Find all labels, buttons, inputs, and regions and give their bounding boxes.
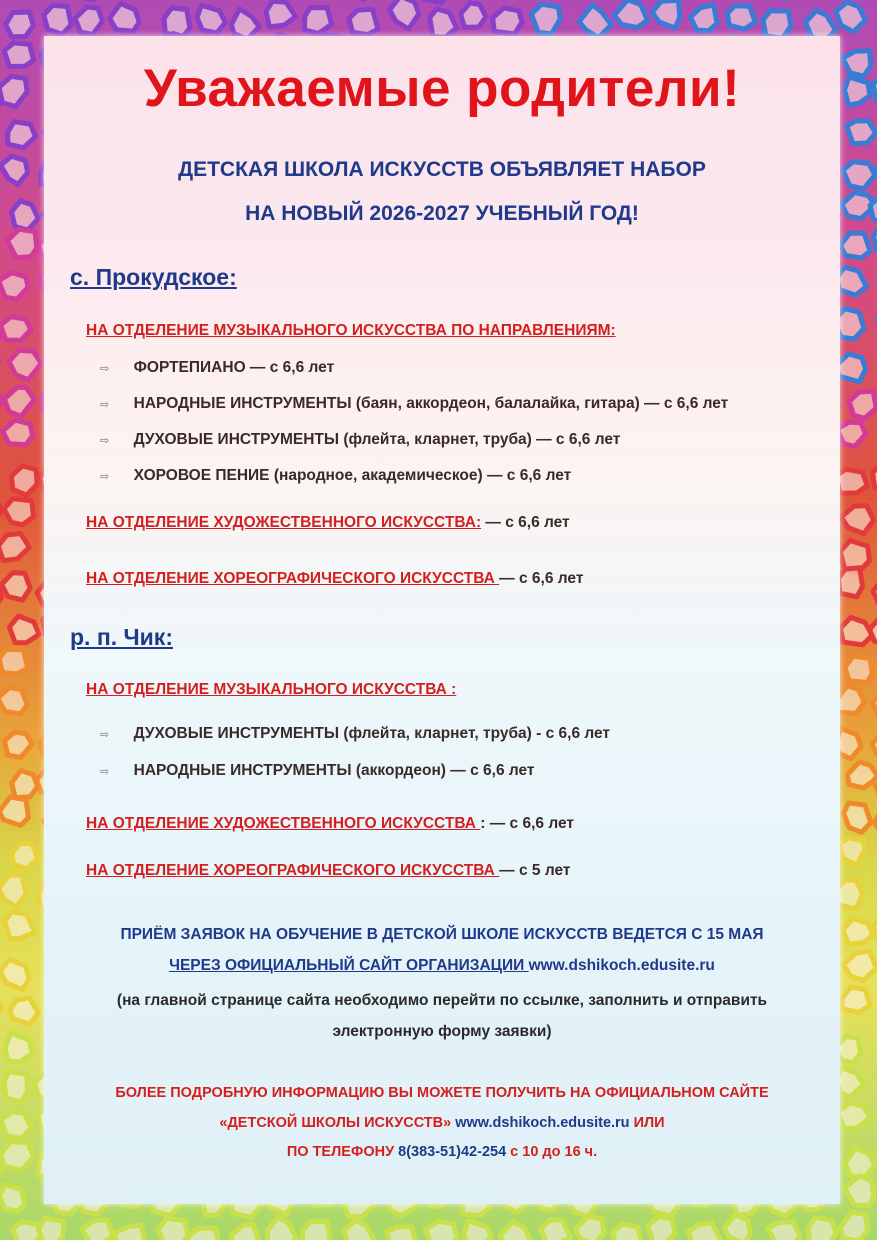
phone-number[interactable]: 8(383-51)42-254 xyxy=(398,1144,507,1160)
dept-music-prokudskoe: НА ОТДЕЛЕНИЕ МУЗЫКАЛЬНОГО ИСКУССТВА ПО НАПРАВЛЕНИЯМ: xyxy=(86,322,616,339)
info-line-2: «ДЕТСКОЙ ШКОЛЫ ИСКУССТВ» www.dshikoch.edusite.ru ИЛИ xyxy=(219,1115,665,1131)
arrow-right-icon: ⇨ xyxy=(100,399,110,411)
arrow-right-icon: ⇨ xyxy=(100,435,110,447)
headline-line-2: НА НОВЫЙ 2026-2027 УЧЕБНЫЙ ГОД! xyxy=(245,202,639,225)
dept-choreo-chik: НА ОТДЕЛЕНИЕ ХОРЕОГРАФИЧЕСКОГО ИСКУССТВА — с 5 лет xyxy=(86,862,571,879)
location-prokudskoe: с. Прокудское: xyxy=(70,264,237,290)
info-line-3: ПО ТЕЛЕФОНУ 8(383-51)42-254 с 10 до 16 ч. xyxy=(286,1144,598,1160)
dept-art-chik: НА ОТДЕЛЕНИЕ ХУДОЖЕСТВЕННОГО ИСКУССТВА : — с 6,6 лет xyxy=(86,815,574,832)
dept-music-chik: НА ОТДЕЛЕНИЕ МУЗЫКАЛЬНОГО ИСКУССТВА : xyxy=(86,681,457,698)
headline-line-1: ДЕТСКАЯ ШКОЛА ИСКУССТВ ОБЪЯВЛЯЕТ НАБОР xyxy=(178,158,706,181)
dept-art-prokudskoe: НА ОТДЕЛЕНИЕ ХУДОЖЕСТВЕННОГО ИСКУССТВА: — с 6,6 лет xyxy=(86,514,570,531)
arrow-right-icon: ⇨ xyxy=(100,471,110,483)
list-item: ⇨ ХОРОВОЕ ПЕНИЕ (народное, академическое) — с 6,6 лет xyxy=(100,467,572,484)
website-link[interactable]: www.dshikoch.edusite.ru xyxy=(455,1115,630,1131)
info-line-1: БОЛЕЕ ПОДРОБНУЮ ИНФОРМАЦИЮ ВЫ МОЖЕТЕ ПОЛУЧИТЬ НА ОФИЦИАЛЬНОМ САЙТЕ xyxy=(115,1085,769,1101)
announcement-panel xyxy=(44,36,840,1204)
arrow-right-icon: ⇨ xyxy=(100,766,110,778)
dept-choreo-prokudskoe: НА ОТДЕЛЕНИЕ ХОРЕОГРАФИЧЕСКОГО ИСКУССТВА — с 6,6 лет xyxy=(86,570,584,587)
list-item: ⇨ ДУХОВЫЕ ИНСТРУМЕНТЫ (флейта, кларнет, труба) — с 6,6 лет xyxy=(100,431,621,448)
list-item: ⇨ НАРОДНЫЕ ИНСТРУМЕНТЫ (аккордеон) — с 6,6 лет xyxy=(100,762,535,779)
applications-note-2: электронную форму заявки) xyxy=(332,1023,552,1040)
list-item: ⇨ ДУХОВЫЕ ИНСТРУМЕНТЫ (флейта, кларнет, труба) - с 6,6 лет xyxy=(100,725,611,742)
applications-line-2: ЧЕРЕЗ ОФИЦИАЛЬНЫЙ САЙТ ОРГАНИЗАЦИИ www.dshikoch.edusite.ru xyxy=(169,957,715,974)
arrow-right-icon: ⇨ xyxy=(100,363,110,375)
website-link[interactable]: www.dshikoch.edusite.ru xyxy=(528,957,715,974)
list-item: ⇨ ФОРТЕПИАНО — с 6,6 лет xyxy=(100,359,335,376)
location-chik: р. п. Чик: xyxy=(70,624,173,650)
arrow-right-icon: ⇨ xyxy=(100,729,110,741)
applications-note-1: (на главной странице сайта необходимо перейти по ссылке, заполнить и отправить xyxy=(116,992,768,1009)
list-item: ⇨ НАРОДНЫЕ ИНСТРУМЕНТЫ (баян, аккордеон, балалайка, гитара) — с 6,6 лет xyxy=(100,395,729,412)
page-title: Уважаемые родители! xyxy=(143,59,741,118)
applications-line-1: ПРИЁМ ЗАЯВОК НА ОБУЧЕНИЕ В ДЕТСКОЙ ШКОЛЕ ИСКУССТВ ВЕДЕТСЯ С 15 МАЯ xyxy=(120,926,764,943)
